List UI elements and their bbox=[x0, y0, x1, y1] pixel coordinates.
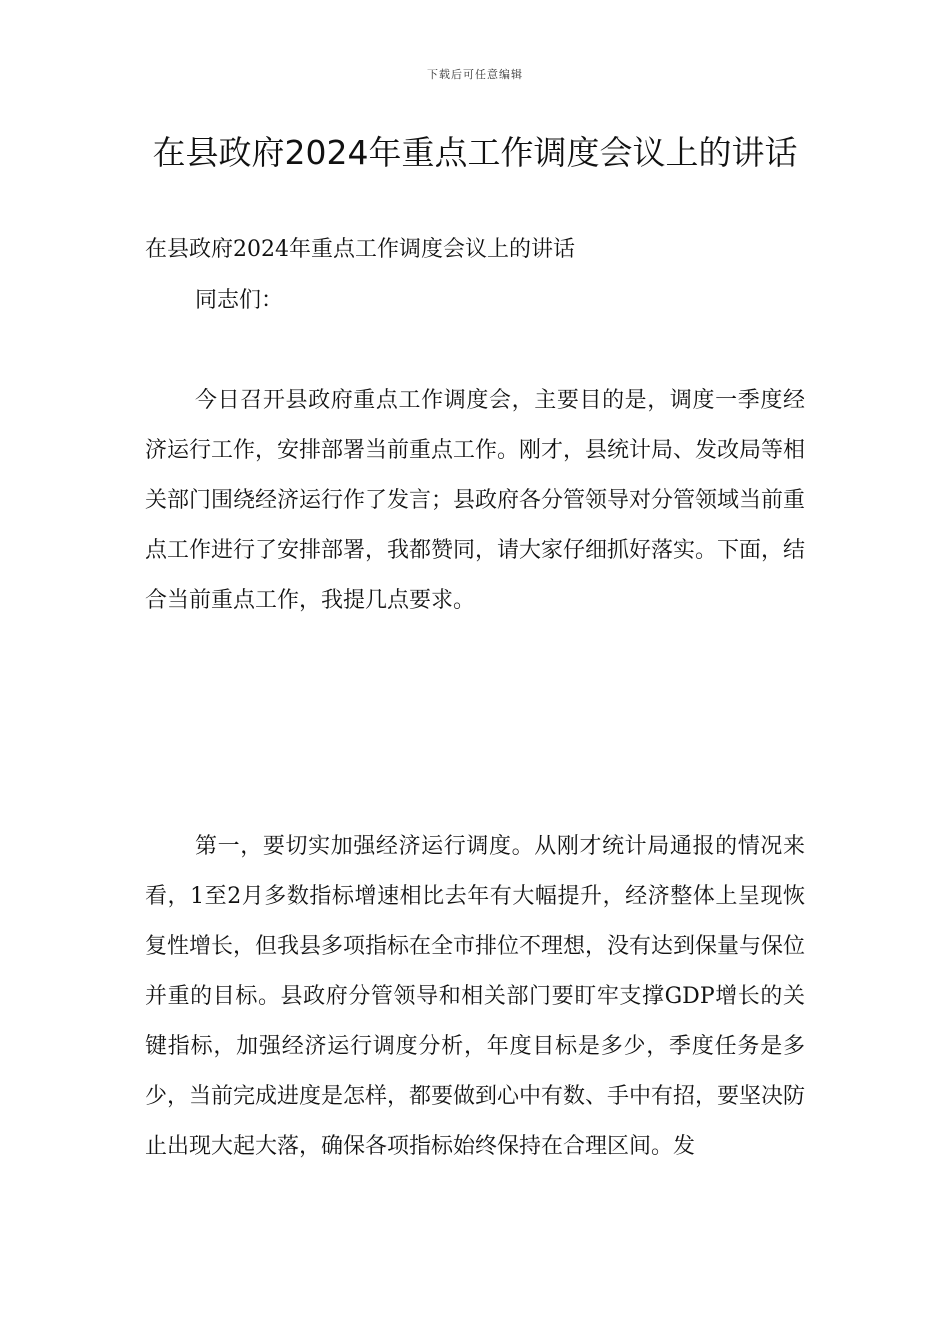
document-subtitle: 在县政府2024年重点工作调度会议上的讲话 bbox=[145, 237, 575, 262]
body-paragraph: 今日召开县政府重点工作调度会，主要目的是，调度一季度经济运行工作，安排部署当前重点工作。刚才，县统计局、发改局等相关部门围绕经济运行作了发言；县政府各分管领导对分管领域当前重点工作进行了安排部署，我都赞同，请大家仔细抓好落实。下面，结合当前重点工作，我提几点要求。 bbox=[145, 388, 806, 613]
body-paragraph: 第一，要切实加强经济运行调度。从刚才统计局通报的情况来看，1至2月多数指标增速相比去年有大幅提升，经济整体上呈现恢复性增长，但我县多项指标在全市排位不理想，没有达到保量与保位并重的目标。县政府分管领导和相关部门要盯牢支撑GDP增长的关键指标，加强经济运行调度分析，年度目标是多少，季度任务是多少，当前完成进度是怎样，都要做到心中有数、手中有招，要坚决防止出现大起大落，确保各项指标始终保持在合理区间。发 bbox=[145, 834, 806, 1159]
salutation: 同志们： bbox=[195, 288, 284, 313]
header-note: 下载后可任意编辑 bbox=[427, 68, 523, 81]
document-title: 在县政府2024年重点工作调度会议上的讲话 bbox=[152, 133, 798, 172]
